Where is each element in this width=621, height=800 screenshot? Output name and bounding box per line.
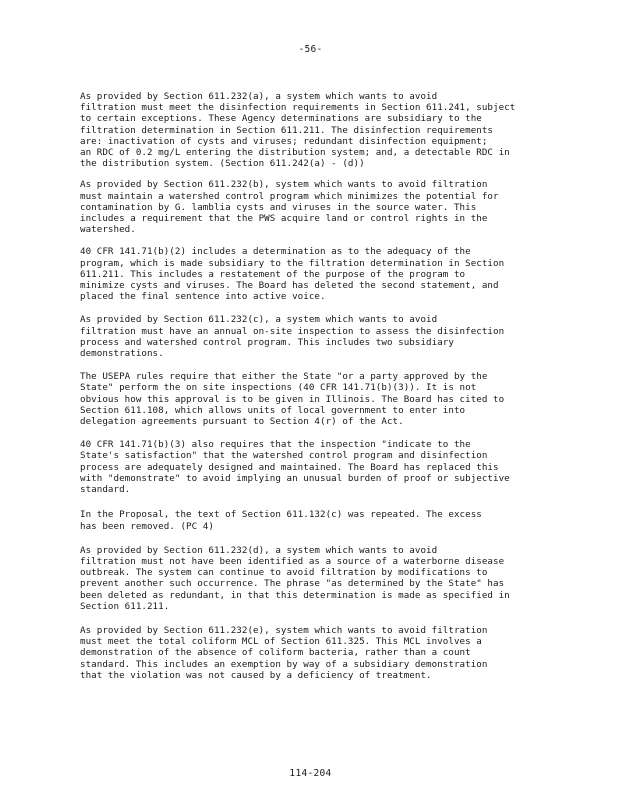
paragraph-2: As provided by Section 611.232(b), system which wants to avoid filtration must maintain a watershed control program which minimizes the potential for contamination by G. lamblia cysts and viruses in the source water. This includes a requirement that the PWS acquire land or control rights in the watershed. xyxy=(80,179,499,236)
paragraph-4: As provided by Section 611.232(c), a system which wants to avoid filtration must have an annual on-site inspection to assess the disinfection process and watershed control program. This includes two subsidiary demonstrations. xyxy=(80,314,505,360)
paragraph-9: As provided by Section 611.232(e), system which wants to avoid filtration must meet the total coliform MCL of Section 611.325. This MCL involves a demonstration of the absence of coliform bacteria, rather than a count standard. This includes an exemption by way of a subsidiary demonstration that the violation was not caused by a deficiency of treatment. xyxy=(80,624,488,681)
paragraph-8: As provided by Section 611.232(d), a system which wants to avoid filtration must not have been identified as a source of a waterborne disease outbreak. The system can continue to avoid filtration by modifications to prevent another such occurrence. The phrase "as determined by the State" has been deleted as redundant, in that this determination is made as specified in Section 611.211. xyxy=(80,544,510,612)
paragraph-3: 40 CFR 141.71(b)(2) includes a determination as to the adequacy of the program, which is made subsidiary to the filtration determination in Section 611.211. This includes a restatement of the purpose of the program to minimize cysts and viruses. The Board has deleted the second statement, and placed the final sentence into active voice. xyxy=(80,246,505,303)
footer-page-id: 114-204 xyxy=(289,768,332,779)
paragraph-1: As provided by Section 611.232(a), a system which wants to avoid filtration must meet the disinfection requirements in Section 611.241, subject to certain exceptions. These Agency determinations are subsidiary to the filtration determination in Section 611.211. The disinfection requirements are: inactivation of cysts and viruses; redundant disinfection equipment; an RDC of 0.2 mg/L entering the distribution system; and, a detectable RDC in the distribution system. (Section 611.242(a) - (d)) xyxy=(80,91,516,170)
paragraph-7: In the Proposal, the text of Section 611.132(c) was repeated. The excess has been removed. (PC 4) xyxy=(80,509,482,532)
paragraph-5: The USEPA rules require that either the State "or a party approved by the State" perform the on site inspections (40 CFR 141.71(b)(3)). It is not obvious how this approval is to be given in Illinois. The Board has cited to Section 611.108, which allows units of local government to enter into delegation agreements pursuant to Section 4(r) of the Act. xyxy=(80,371,505,428)
paragraph-6: 40 CFR 141.71(b)(3) also requires that the inspection "indicate to the State's satisfaction" that the watershed control program and disinfection process are adequately designed and maintained. The Board has replaced this with "demonstrate" to avoid implying an unusual burden of proof or subjective standard. xyxy=(80,439,510,496)
body-text xyxy=(80,91,580,681)
page-number: -56- xyxy=(298,44,323,55)
